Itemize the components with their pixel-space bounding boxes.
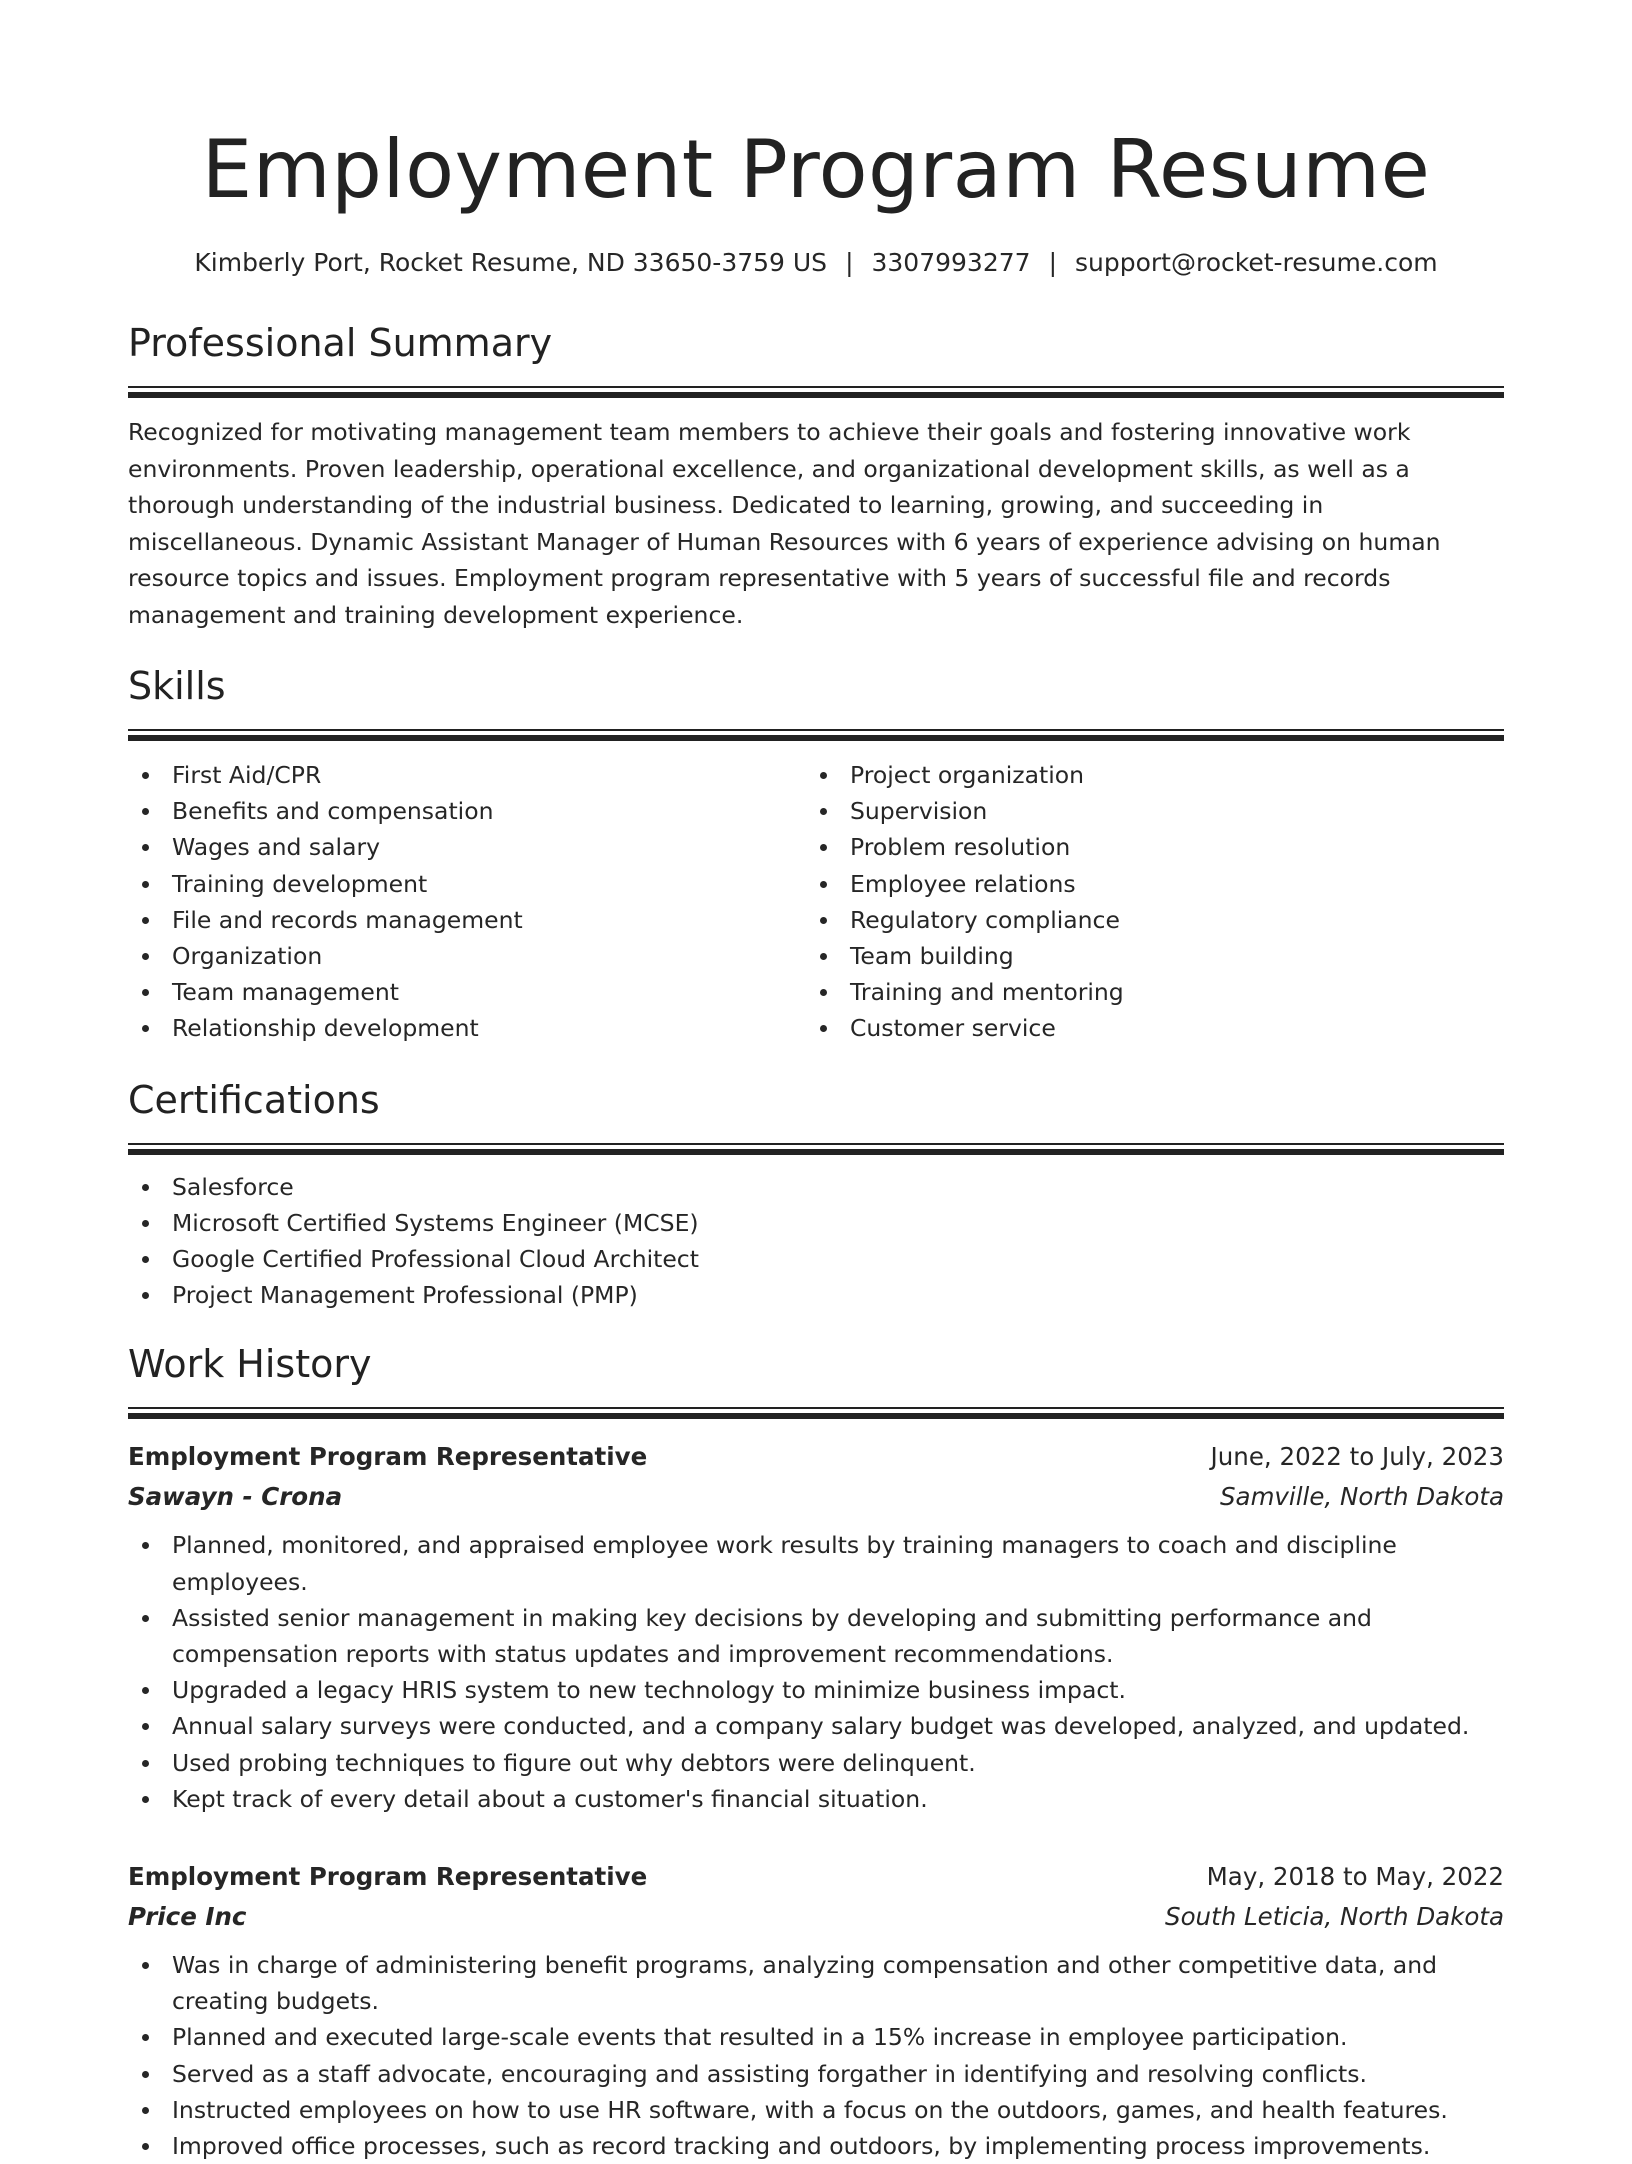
job-dates: June, 2022 to July, 2023 xyxy=(1210,1442,1504,1472)
job-bullet: Was in charge of administering benefit programs, analyzing compensation and other competitive data, and creating budgets. xyxy=(128,1947,1504,2019)
contact-phone: 3307993277 xyxy=(871,248,1031,277)
skill-item: Problem resolution xyxy=(806,829,1484,865)
skill-item: First Aid/CPR xyxy=(128,757,806,793)
skill-item: Team management xyxy=(128,974,806,1010)
job-title: Employment Program Representative xyxy=(128,1442,648,1472)
job-entry xyxy=(128,1857,1504,2164)
job-company-row xyxy=(128,1477,1504,1517)
resume-title: Employment Program Resume xyxy=(201,123,1431,216)
skill-item: Training development xyxy=(128,866,806,902)
contact-email: support@rocket-resume.com xyxy=(1075,248,1438,277)
certifications-section xyxy=(128,1075,1504,1155)
skills-column-right xyxy=(806,757,1484,1047)
certifications-heading: Certifications xyxy=(128,1077,380,1122)
job-bullet: Planned and executed large-scale events that resulted in a 15% increase in employee participation. xyxy=(128,2019,1504,2055)
certification-item: Google Certified Professional Cloud Architect xyxy=(128,1241,1504,1277)
skill-item: Training and mentoring xyxy=(806,974,1484,1010)
job-header-row xyxy=(128,1437,1504,1477)
skill-item: Supervision xyxy=(806,793,1484,829)
skill-item: Organization xyxy=(128,938,806,974)
job-bullet: Planned, monitored, and appraised employee work results by training managers to coach and discipline employees. xyxy=(128,1527,1504,1599)
resume-page xyxy=(128,0,1504,2164)
job-bullet: Instructed employees on how to use HR software, with a focus on the outdoors, games, and health features. xyxy=(128,2092,1504,2128)
job-bullet: Used probing techniques to figure out why debtors were delinquent. xyxy=(128,1745,1504,1781)
summary-section xyxy=(128,318,1504,398)
job-dates: May, 2018 to May, 2022 xyxy=(1206,1862,1504,1892)
skill-item: Regulatory compliance xyxy=(806,902,1484,938)
section-divider xyxy=(128,1143,1504,1155)
skills-column-left xyxy=(128,757,806,1047)
job-bullet: Improved office processes, such as record tracking and outdoors, by implementing process improvements. xyxy=(128,2128,1504,2164)
job-location: South Leticia, North Dakota xyxy=(1165,1902,1504,1932)
job-bullet: Kept track of every detail about a customer's financial situation. xyxy=(128,1781,1504,1817)
summary-heading: Professional Summary xyxy=(128,321,553,365)
contact-separator: | xyxy=(845,248,854,277)
certification-item: Microsoft Certified Systems Engineer (MCSE) xyxy=(128,1205,1504,1241)
job-bullet: Annual salary surveys were conducted, and a company salary budget was developed, analyzed, and updated. xyxy=(128,1708,1504,1744)
contact-address: Kimberly Port, Rocket Resume, ND 33650-3759 US xyxy=(194,248,828,277)
job-bullet: Served as a staff advocate, encouraging and assisting forgather in identifying and resolving conflicts. xyxy=(128,2056,1504,2092)
certifications-list xyxy=(128,1169,1504,1314)
job-bullet: Upgraded a legacy HRIS system to new technology to minimize business impact. xyxy=(128,1672,1504,1708)
job-bullet: Assisted senior management in making key decisions by developing and submitting performance and compensation reports with status updates and improvement recommendations. xyxy=(128,1600,1504,1672)
job-bullets xyxy=(128,1527,1504,1817)
work-history-section xyxy=(128,1339,1504,1419)
section-divider xyxy=(128,386,1504,398)
contact-line xyxy=(128,248,1504,278)
skill-item: Relationship development xyxy=(128,1010,806,1046)
job-header-row xyxy=(128,1857,1504,1897)
certification-item: Project Management Professional (PMP) xyxy=(128,1277,1504,1313)
job-bullets xyxy=(128,1947,1504,2164)
skill-item: Employee relations xyxy=(806,866,1484,902)
contact-separator: | xyxy=(1048,248,1057,277)
job-company-row xyxy=(128,1897,1504,1937)
job-title: Employment Program Representative xyxy=(128,1862,648,1892)
skill-item: Project organization xyxy=(806,757,1484,793)
job-company: Price Inc xyxy=(128,1902,247,1932)
certification-item: Salesforce xyxy=(128,1169,1504,1205)
skill-item: Customer service xyxy=(806,1010,1484,1046)
job-entry xyxy=(128,1437,1504,1817)
skills-list xyxy=(128,757,1504,1047)
job-location: Samville, North Dakota xyxy=(1220,1482,1504,1512)
skill-item: Team building xyxy=(806,938,1484,974)
skill-item: Benefits and compensation xyxy=(128,793,806,829)
work-history-heading: Work History xyxy=(128,1342,372,1387)
section-divider xyxy=(128,729,1504,741)
skill-item: File and records management xyxy=(128,902,806,938)
skill-item: Wages and salary xyxy=(128,829,806,865)
skills-heading: Skills xyxy=(128,664,226,708)
skills-section xyxy=(128,661,1504,741)
section-divider xyxy=(128,1407,1504,1419)
summary-text: Recognized for motivating management team members to achieve their goals and fostering innovative work environments. Proven leadership, operational excellence, and organizational development skills, as well as a thorough understanding of the industrial business. Dedicated to learning, growing, and succeeding in miscellaneous. Dynamic Assistant Manager of Human Resources with 6 years of experience advising on human resource topics and issues. Employment program representative with 5 years of successful file and records management and training development experience. xyxy=(128,418,1441,629)
job-company: Sawayn - Crona xyxy=(128,1482,343,1512)
